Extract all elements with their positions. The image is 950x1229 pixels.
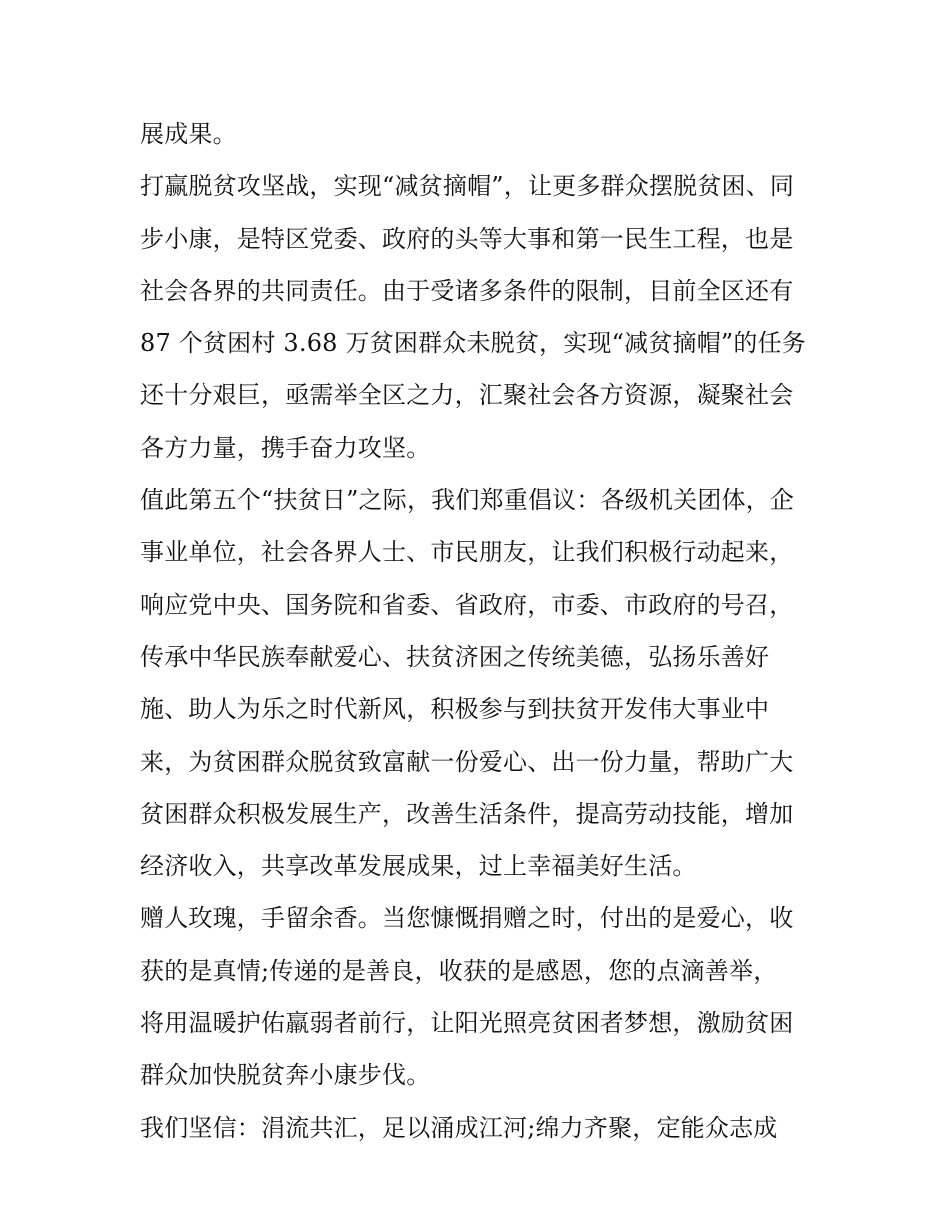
- text-line: 施、助人为乐之时代新风，积极参与到扶贫开发伟大事业中: [140, 695, 770, 724]
- text-line: 响应党中央、国务院和省委、省政府，市委、市政府的号召，: [140, 590, 794, 619]
- text-line: 值此第五个“扶贫日”之际，我们郑重倡议：各级机关团体，企: [140, 486, 795, 515]
- text-line: 事业单位，社会各界人士、市民朋友，让我们积极行动起来，: [140, 538, 794, 567]
- text-line: 将用温暖护佑羸弱者前行，让阳光照亮贫困者梦想，激励贫困: [140, 1009, 794, 1038]
- text-line: 贫困群众积极发展生产，改善生活条件，提高劳动技能，增加: [140, 799, 794, 828]
- text-line: 获的是真情;传递的是善良，收获的是感恩，您的点滴善举，: [140, 956, 778, 985]
- text-line: 展成果。: [140, 120, 237, 148]
- text-line: 社会各界的共同责任。由于受诸多条件的限制，目前全区还有: [140, 276, 794, 305]
- document-body: [140, 108, 820, 1154]
- text-line: 还十分艰巨，亟需举全区之力，汇聚社会各方资源，凝聚社会: [140, 381, 794, 410]
- text-line: 我们坚信：涓流共汇，足以涌成江河;绵力齐聚，定能众志成: [140, 1113, 778, 1142]
- text-line: 群众加快脱贫奔小康步伐。: [140, 1061, 431, 1090]
- text-line: 来，为贫困群众脱贫致富献一份爱心、出一份力量，帮助广大: [140, 747, 794, 776]
- text-line: 各方力量，携手奋力攻坚。: [140, 433, 431, 462]
- text-line: 赠人玫瑰，手留余香。当您慷慨捐赠之时，付出的是爱心，收: [140, 904, 794, 933]
- text-line: 步小康，是特区党委、政府的头等大事和第一民生工程，也是: [140, 224, 794, 253]
- text-line: 87 个贫困村 3.68 万贫困群众未脱贫，实现“减贫摘帽”的任务: [140, 329, 807, 358]
- text-line: 传承中华民族奉献爱心、扶贫济困之传统美德，弘扬乐善好: [140, 642, 770, 671]
- text-line: 打赢脱贫攻坚战，实现“减贫摘帽”，让更多群众摆脱贫困、同: [140, 172, 795, 201]
- text-line: 经济收入，共享改革发展成果，过上幸福美好生活。: [140, 852, 697, 881]
